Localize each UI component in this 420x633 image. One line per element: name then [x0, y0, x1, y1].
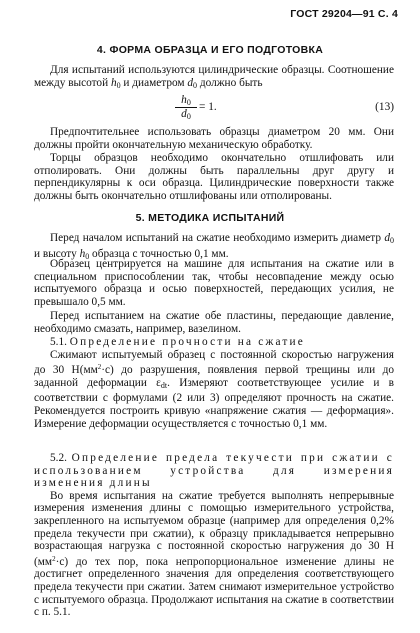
- section-5-paragraph-2: Образец центрируется на машине для испытания на сжатие или в специальном приспособлении так, чтобы несовпадение между осью испытуемого образца и осью поверхностей, передающих усилия, не превышало 0,5 мм.: [34, 258, 394, 308]
- formula-rhs: = 1.: [199, 101, 217, 113]
- section-5-title: 5. МЕТОДИКА ИСПЫТАНИЙ: [135, 212, 285, 224]
- section-4-paragraph-1: Для испытаний используются цилиндрические образцы. Соотношение между высотой $h_0$ и диаметром $d_0$ должно быть: [34, 64, 394, 90]
- subsection-5-1-heading: 5.1. Определение прочности на сжатие: [50, 336, 305, 348]
- subsection-5-1: [34, 336, 394, 430]
- section-4-title: 4. ФОРМА ОБРАЗЦА И ЕГО ПОДГОТОВКА: [96, 44, 324, 56]
- subsection-5-1-text: Сжимают испытуемый образец с постоянной скоростью нагружения до 30 $Н(мм^2\cdot с)$ до разрушения, появления первой трещины или до заданной деформации $\varepsilon_{dt}$. Измеряют соответствующее усилие и в соответствии с формулами (2 или 3) определяют прочность на сжатие. Рекомендуется построить кривую «напряжение сжатия — деформация». Измерение деформации осуществляется с точностью 0,1 мм.: [34, 348, 394, 430]
- formula-13: [0, 94, 420, 122]
- section-4-paragraph-2: Предпочтительнее использовать образцы диаметром 20 мм. Они должны пройти окончательную механическую обработку.: [34, 126, 394, 151]
- subsection-5-2: [34, 452, 394, 619]
- formula-number: (13): [375, 101, 394, 113]
- page-header: ГОСТ 29204—91 С. 4: [290, 8, 398, 20]
- section-4-paragraph-3: Торцы образцов необходимо окончательно отшлифовать или отполировать. Они должны быть параллельны друг другу и перпендикулярны к оси образца. Цилиндрические поверхности также должны быть окончательно отшлифованы или отполированы.: [34, 152, 394, 202]
- section-5-paragraph-1: Перед началом испытаний на сжатие необходимо измерить диаметр $d_0$ и высоту $h_0$ образца с точностью 0,1 мм.: [34, 232, 394, 261]
- section-5-paragraph-3: Перед испытанием на сжатие обе пластины, передающие давление, необходимо смазать, например, вазелином.: [34, 310, 394, 335]
- subsection-5-2-heading: 5.2. Определение предела текучести при сжатии с использованием устройства для измерения изменения длины: [34, 452, 394, 490]
- fraction: $\frac{h_0}{d_0}$: [175, 94, 197, 121]
- subsection-5-2-text: Во время испытания на сжатие требуется выполнять непрерывные измерения изменения длины с помощью измерительного устройства, закрепленного на испытуемом образце (например для определения 0,2% предела текучести при сжатии), к образцу прикладывается непрерывно возрастающая нагрузка с постоянной скоростью нагружения до 30 Н $(мм^2\cdot с)$ до тех пор, пока непропорциональное изменение длины не достигнет определенного значения для определения соответствующего предела текучести при сжатии. Затем снимают измерительное устройство с испытуемого образца. Продолжают испытания на сжатие в соответствии с п. 5.1.: [34, 489, 394, 619]
